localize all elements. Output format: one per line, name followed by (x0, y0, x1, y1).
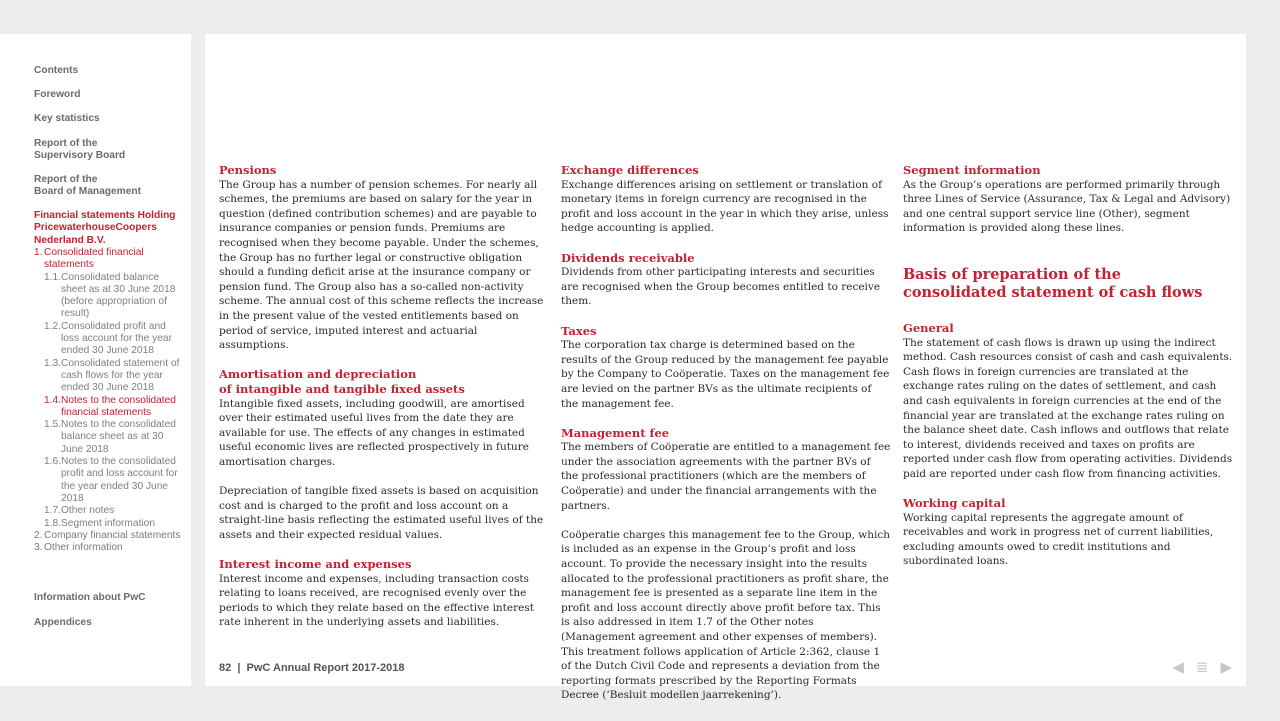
heading-dividends: Dividends receivable (561, 250, 695, 265)
nav-foreword[interactable]: Foreword (34, 89, 81, 100)
nav-sub-1-6[interactable]: 1.6. Notes to the consolidated profit and loss account for the year ended 30 June 2018 (44, 456, 178, 504)
para-amortisation-2: Depreciation of tangible fixed assets is based on acquisition cost and is charged to the profit and loss account on a straight-line basis reflecting the estimated useful lives of the assets and their expected residual values. (219, 485, 544, 541)
heading-interest: Interest income and expenses (219, 557, 412, 572)
heading-working-capital: Working capital (903, 496, 1006, 511)
heading-pensions: Pensions (219, 163, 277, 177)
nav-appendices[interactable]: Appendices (34, 617, 92, 628)
heading-amortisation: Amortisation and depreciation of intangible and tangible fixed assets (219, 367, 465, 396)
nav-sub-1-5[interactable]: 1.5. Notes to the consolidated balance sheet as at 30 June 2018 (44, 419, 176, 455)
nav-board-of-management[interactable]: Report of the Board of Management (34, 174, 141, 198)
para-management-fee-1: The members of Coöperatie are entitled to a management fee under the association agreements with the partner BVs of the professional practitioners (which are the members of Coöperatie) and under the financial arrangements with the partners. (561, 441, 891, 512)
nav-sub-1-4[interactable]: 1.4. Notes to the consolidated financial statements (44, 394, 176, 418)
page-footer: 82 | PwC Annual Report 2017-2018 (219, 662, 405, 674)
para-management-fee-2: Coöperatie charges this management fee to the Group, which is included as an expense in the Group’s profit and loss account. To provide the necessary insight into the results allocated to the professional practitioners as profit share, the management fee is presented as a separate line item in the profit and loss account directly above profit before tax. This is also addressed in item 1.7 of the Other notes (Management agreement and other expenses of members). This treatment follows application of Article 2:362, clause 1 of the Dutch Civil Code and represents a deviation from the reporting formats prescribed by the Reporting Formats Decree (‘Besluit modellen jaarrekening’). (561, 528, 891, 702)
nav-sub-3[interactable]: 3. Other information (34, 542, 123, 554)
heading-basis-of-preparation: Basis of preparation of the consolidated statement of cash flows (903, 265, 1203, 301)
para-pensions: The Group has a number of pension schemes. For nearly all schemes, the premiums are based on salary for the year in question (defined contribution schemes) and are payable to insurance companies or pension funds. Premiums are recognised when they become payable. Under the schemes, the Group has no further legal or constructive obligation should a funding deficit arise at the insurance company or pension fund. The Group also has a so-called non-activity scheme. The annual cost of this scheme reflects the increase in the present value of the vested entitlements based on period of service, imputed interest and actuarial assumptions. (219, 178, 544, 352)
para-taxes: The corporation tax charge is determined based on the results of the Group reduced by the management fee payable by the Company to Coöperatie. Taxes on the management fee are levied on the partner BVs as the ultimate recipients of the management fee. (561, 339, 890, 410)
heading-general: General (903, 320, 954, 335)
para-general: The statement of cash flows is drawn up using the indirect method. Cash resources consist of cash and cash equivalents. Cash flows in foreign currencies are translated at the exchange rates ruling on the dates of settlement, and cash and cash equivalents in foreign currencies at the end of the financial year are translated at the exchange rates ruling on the balance sheet date. Cash inflows and outflows that relate to interest, dividends received and taxes on profits are reported under cash flow from operating activities. Dividends paid are reported under cash flow from financing activities. (903, 336, 1233, 480)
para-exchange-differences: Exchange differences arising on settlement or translation of monetary items in foreign currency are recognised in the profit and loss account in the year in which they arise, unless hedge accounting is applied. (561, 178, 889, 235)
nav-sub-1-7[interactable]: 1.7. Other notes (44, 505, 115, 517)
para-dividends: Dividends from other participating interests and securities are recognised when the Group becomes entitled to receive them. (561, 266, 881, 308)
page-navigation (1172, 658, 1232, 676)
nav-sub-1[interactable]: 1. Consolidated financial statements (34, 247, 144, 271)
nav-financial-statements[interactable]: Financial statements Holding PricewaterhouseCoopers Nederland B.V. (34, 210, 176, 246)
menu-icon[interactable]: ≣ (1195, 658, 1209, 676)
para-segment-information: As the Group’s operations are performed primarily through three Lines of Service (Assurance, Tax & Legal and Advisory) and one central support service line (Other), segment information is provided along these lines. (903, 178, 1231, 235)
next-page-icon[interactable]: ▶ (1220, 658, 1232, 676)
nav-sub-2[interactable]: 2. Company financial statements (34, 529, 181, 541)
heading-exchange-differences: Exchange differences (561, 163, 699, 177)
column-2 (561, 163, 891, 703)
heading-taxes: Taxes (561, 323, 597, 338)
nav-key-statistics[interactable]: Key statistics (34, 113, 100, 124)
nav-sub-1-3[interactable]: 1.3. Consolidated statement of cash flows for the year ended 30 June 2018 (44, 357, 180, 394)
nav-supervisory-board[interactable]: Report of the Supervisory Board (34, 138, 126, 162)
nav-sublist (34, 247, 182, 554)
column-1 (219, 163, 549, 630)
para-interest: Interest income and expenses, including transaction costs relating to loans received, are recognised evenly over the periods to which they relate based on the effective interest rate inherent in the underlying assets and liabilities. (219, 572, 534, 629)
column-3 (903, 163, 1233, 569)
nav-information-about-pwc[interactable]: Information about PwC (34, 592, 146, 603)
heading-management-fee: Management fee (561, 425, 670, 440)
para-working-capital: Working capital represents the aggregate amount of receivables and work in progress net of current liabilities, excluding amounts owed to credit institutions and subordinated loans. (903, 511, 1214, 568)
nav-contents[interactable]: Contents (34, 65, 79, 76)
nav-sub-1-2[interactable]: 1.2. Consolidated profit and loss account for the year ended 30 June 2018 (44, 320, 172, 357)
previous-page-icon[interactable]: ◀ (1172, 658, 1184, 676)
document-page (205, 34, 1246, 702)
nav-sub-1-1[interactable]: 1.1. Consolidated balance sheet as at 30 June 2018 (before appropriation of result) (44, 271, 176, 320)
nav-sub-1-8[interactable]: 1.8. Segment information (44, 517, 156, 529)
para-amortisation-1: Intangible fixed assets, including goodwill, are amortised over their estimated useful lives from the date they are available for use. The effects of any changes in estimated useful economic lives are reflected prospectively in future amortisation charges. (219, 397, 529, 468)
sidebar (0, 34, 191, 686)
heading-segment-information: Segment information (903, 163, 1041, 177)
